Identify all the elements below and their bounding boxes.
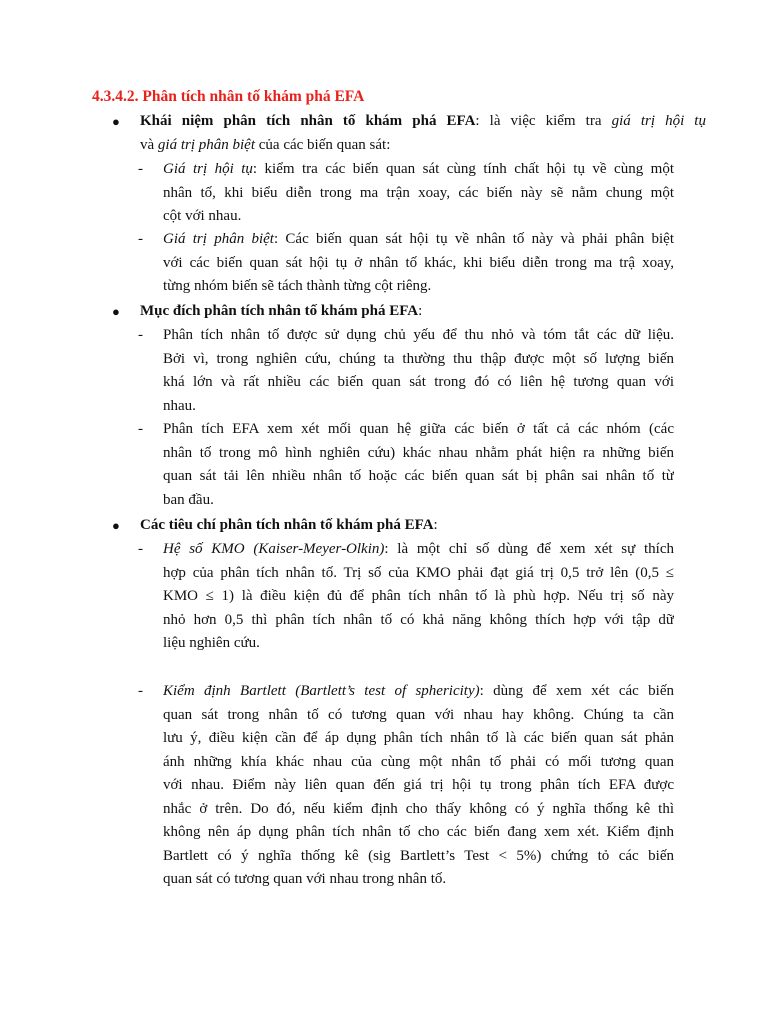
purpose-title: Mục đích phân tích nhân tố khám phá EFA xyxy=(140,303,419,319)
concept-title: Khái niệm phân tích nhân tố khám phá EFA xyxy=(140,113,476,129)
dash-icon: - xyxy=(138,231,143,247)
dash-icon: - xyxy=(138,421,143,437)
bullet-icon: ● xyxy=(112,304,120,319)
dash-icon: - xyxy=(138,161,143,177)
criteria-title: Các tiêu chí phân tích nhân tố khám phá EFA xyxy=(140,517,434,533)
dash-icon: - xyxy=(138,683,143,699)
document-page: 4.3.4.2. Phân tích nhân tố khám phá EFA ● Khái niệm phân tích nhân tố khám phá EFA: là việc kiểm tra giá trị hội tụ và giá trị phân biệt của các biến quan sát: - Giá trị hội tụ: kiểm tra các biến quan sát cùng tính chất hội tụ về cùng một nhân tố, khi biểu diễn trong ma trận xoay, các biến này sẽ nằm chung một cột với nhau. - Giá trị phân biệt: Các biến quan sát hội tụ về nhân tố này và phải phân biệt với các biến quan sát hội tụ ở nhân tố khác, khi biểu diễn trong ma trậ xoay, từng nhóm biến sẽ tách thành từng cột riêng. ● Mục đích phân tích nhân tố khám phá EFA: - Phân tích nhân tố được sử dụng chủ yếu để thu nhỏ và tóm tắt các dữ liệu. Bởi vì, trong nghiên cứu, chúng ta thường thu thập được một số lượng biến khá lớn và rất nhiều các biến quan sát trong đó có liên hệ tương quan với nhau. - Phân tích EFA xem xét mối quan hệ giữa các biến ở tất cả các nhóm (các nhân tố trong mô hình nghiên cứu) khác nhau nhằm phát hiện ra những biến quan sát tải lên nhiều nhân tố hoặc các biến quan sát bị phân sai nhân tố từ ban đầu. ● Các tiêu chí phân tích nhân tố khám phá EFA: - Hệ số KMO (Kaiser-Meyer-Olkin): là một chỉ số dùng để xem xét sự thích hợp của phân tích nhân tố. Trị số của KMO phải đạt giá trị 0,5 trở lên (0,5 ≤ KMO ≤ 1) là điều kiện đủ để phân tích nhân tố là phù hợp. Nếu trị số này nhỏ hơn 0,5 thì phân tích nhân tố có khả năng không thích hợp với tập dữ liệu nghiên cứu. - Kiểm định Bartlett (Bartlett’s test of sphericity): dùng để xem xét các biến quan sát trong nhân tố có tương quan với nhau hay không. Chúng ta cần lưu ý, điều kiện cần để áp dụng phân tích nhân tố là các biến quan sát phản ánh những khía khác nhau của cùng một nhân tố phải có mối tương quan với nhau. Điểm này liên quan đến giá trị hội tụ trong phân tích EFA được nhắc ở trên. Do đó, nếu kiểm định cho thấy không có ý nghĩa thống kê thì không nên áp dụng phân tích nhân tố cho các biến đang xem xét. Kiểm định Bartlett có ý nghĩa thống kê (sig Bartlett’s Test < 5%) chứng tỏ các biến quan sát có tương quan với nhau trong nhân tố. xyxy=(92,88,706,887)
bullet-icon: ● xyxy=(112,518,120,533)
section-heading: 4.3.4.2. Phân tích nhân tố khám phá EFA xyxy=(92,88,365,105)
bullet-icon: ● xyxy=(112,114,120,129)
dash-icon: - xyxy=(138,541,143,557)
dash-icon: - xyxy=(138,327,143,343)
